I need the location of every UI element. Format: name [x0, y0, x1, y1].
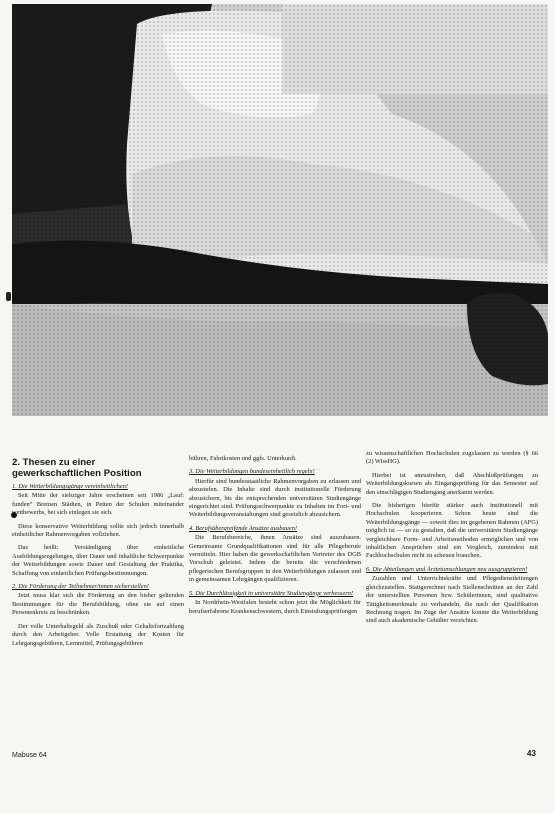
paragraph: Der volle Unterhaltsgeld als Zuschuß oder Gehaltsfortzahlung durch den Arbeitgeber. Volle Erstattung der Kosten für Lehrgangsgebühren, Lernmittel, Prüfungsgebühren: [12, 622, 184, 647]
text-column-1: [12, 483, 184, 753]
paragraph: Die bisherigen hierfür stärker auch institutionell mit Hochschulen kooperieren. Schon heute sind die Weiterbildungsgänge — soweit dies im gegebenen Rahmen (AFG) möglich ist — so zu gestalten, daß die universitären Studiengänge vergleichbare Form- und Arbeitsmethoden ermöglichen und von inhaltlichen Ansprüchen sind ein Vergleich, zumindest mit Fachhochschulen nicht zu scheuen brauchen.: [366, 502, 538, 560]
page-number: 43: [527, 749, 536, 758]
paragraph: In Nordrhein-Westfalen besteht schon jetzt die Möglichkeit für berufserfahrene Krankenschwestern, durch Einstufungsprüfungen: [189, 599, 361, 615]
paragraph: Das heißt: Verständigung über einheitliche Ausbildungsregelungen, über Dauer und inhaltliche Schwerpunkte der Weiterbildungen sowie Dauer und Gestaltung der Praktika, Schaffung von einheitlichen Prüfungsbestimmungen.: [12, 544, 184, 577]
binding-mark: [6, 292, 11, 301]
section-title: 2. Thesen zu einer gewerkschaftlichen Position: [12, 457, 142, 479]
paragraph: Hierfür sind bundesstaatliche Rahmenvorgaben zu erlassen und abzustufen. Die Inhalte sind durch institutionelle Förderung abzusichern, bis die entsprechenden universitären Studiengänge eingerichtet sind. Prüfungsschwerpunkte zu Inhalten im Fort- und Weiterbildungsveranstaltungen sind gesetzlich abzusichern.: [189, 477, 361, 519]
thesis-3-heading: 3. Die Weiterbildungen bundeseinheitlich regeln!: [189, 468, 315, 476]
paragraph: Seit Mitte der siebziger Jahre erscheinen seit 1986 „Lauf: funden“ Bremen Städten, in Petten der Schulen miteinander wettbewerbs, bei sich einlegen sie sich.: [12, 492, 184, 517]
paragraph: Zuzahlen und Unterrichtskräfte und Pflegedienstleitungen gleichzustellen. Stattgerechnet nach Stellenschnitten an der Zahl der unterstellten Personen bzw. Schülerinnen, sind qualitative Tätigkeitsmerkmale zu verhandeln, die nach der Qualifikation Rechnung tragen. Im Zuge der Ansätze konnte die Weiterbildung sind auch akademische Gehälter verzichten.: [366, 575, 538, 625]
thesis-1-heading: 1. Die Weiterbildungsgänge vereinheitlichen!: [12, 483, 128, 490]
thesis-4-heading: 4. Berufsübergreifende Ansätze ausbauen!: [189, 524, 298, 532]
thesis-5-heading: 5. Die Durchlässigkeit in universitäre Studiengänge verbessern!: [189, 589, 354, 597]
thesis-6-heading: 6. Die Abteilungen und Ärztetumschlungen neu ausgruppieren!: [366, 565, 528, 573]
thesis-2-heading: 2. Die Förderung der Teilnehmer/innen sicherstellen!: [12, 583, 149, 591]
text-column-3: [366, 450, 538, 750]
photo-image: [12, 4, 548, 416]
paragraph: Diese konservative Weiterbildung sollte sich jedoch innerhalb einheitlicher Rahmenvorgaben vollziehen.: [12, 522, 184, 539]
paragraph: bühren, Fahrtkosten und ggfs. Unterkunft.: [189, 455, 297, 462]
text-column-2: [189, 455, 361, 755]
paragraph: Jetzt muss klar sich die Förderung an den bisher geltenden Bestimmungen für die Berufsbildung, ohne sie auf einen Personenkreis zu beschränken.: [12, 592, 184, 617]
paragraph: zu wissenschaftlichen Hochschulen zugelassen zu werden (§ 66 (2) WissHG).: [366, 450, 538, 466]
paragraph: Die Berufsbereiche, ihnen Ansätze sind auszubauen. Gemeinsame Grundqualifikationen sind für alle Pflegeberufe vermitteln. Hier haben die gewerkschaftlichen Vertreter des DGB Vorschub geleistet. Indem die bereits die verschiedenen pflegerischen Berufsgruppen in den Weiterbildungen zulassen und in gemeinsamen Lehrgängen qualifizieren.: [189, 534, 361, 584]
halftone-photo: [12, 4, 548, 416]
magazine-issue: Mabuse 64: [12, 752, 47, 759]
paragraph: Hierbei ist anzustreben, daß Abschlußprüfungen zu Weiterbildungskursen als Eingangsprüfung für das Semester auf den einschlägigen Studiengang anerkannt werden.: [366, 471, 538, 496]
